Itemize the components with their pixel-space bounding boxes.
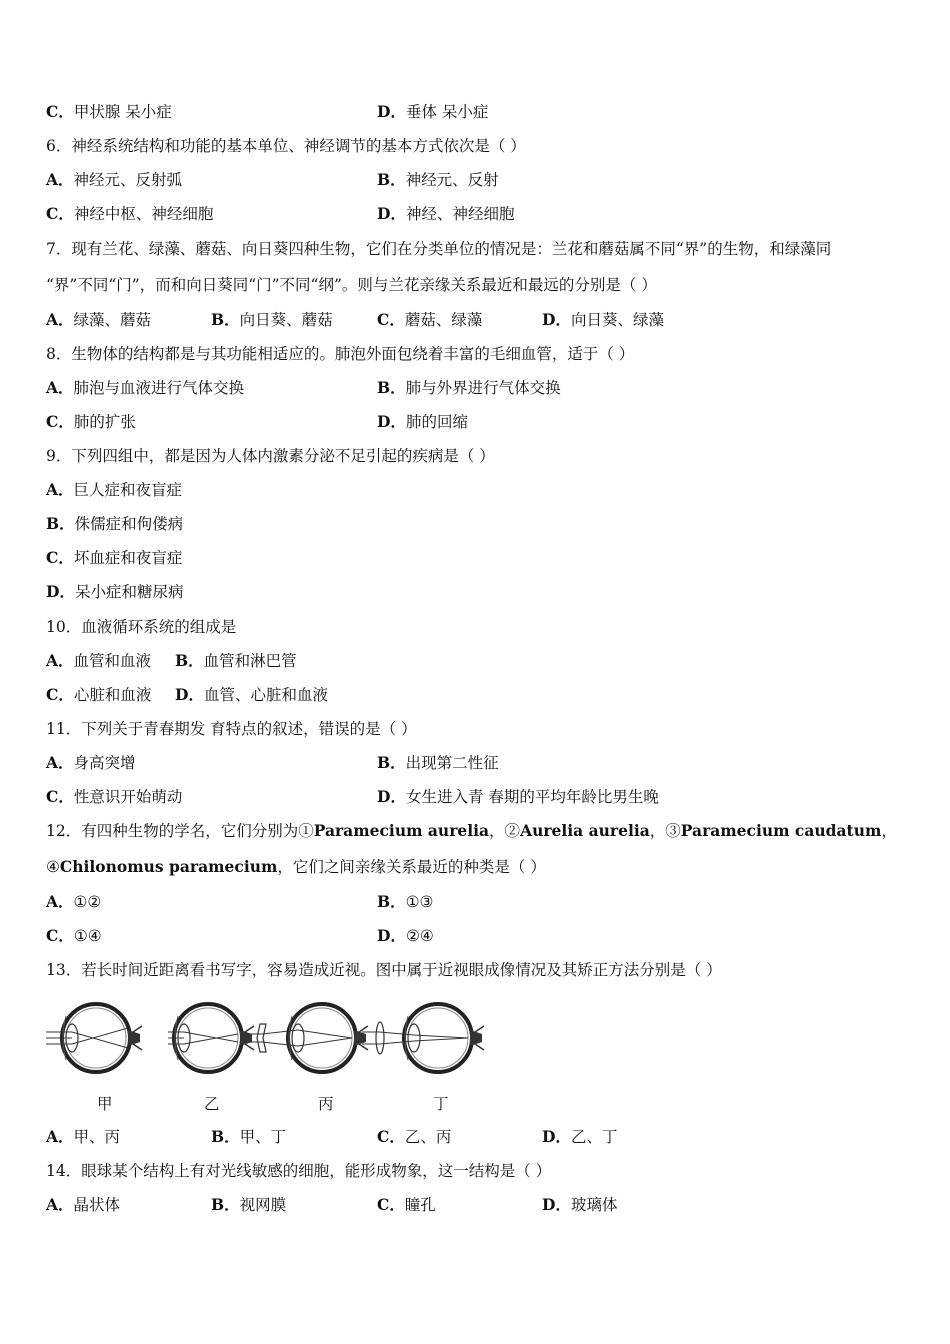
option-label: C． bbox=[46, 685, 74, 704]
option-text: 绿藻、蘑菇 bbox=[73, 311, 152, 329]
q6-option-c[interactable] bbox=[46, 204, 213, 224]
option-label: D． bbox=[542, 310, 571, 329]
option-label: C． bbox=[46, 926, 74, 945]
option-text: ①② bbox=[73, 893, 102, 911]
q6-option-a[interactable] bbox=[46, 170, 182, 190]
q7-option-b[interactable] bbox=[211, 310, 333, 330]
q14-stem: 14．眼球某个结构上有对光线敏感的细胞，能形成物象，这一结构是（ ） bbox=[46, 1162, 552, 1180]
q7-stem-line1: 7．现有兰花、绿藻、蘑菇、向日葵四种生物，它们在分类单位的情况是：兰花和蘑菇属不同“界”的生物，和绿藻同 bbox=[46, 240, 832, 258]
option-text: 神经元、反射 bbox=[405, 171, 499, 189]
q12-option-b[interactable] bbox=[377, 892, 433, 912]
option-text: 视网膜 bbox=[239, 1196, 287, 1214]
q13-option-a[interactable] bbox=[46, 1127, 120, 1147]
q11-option-d[interactable] bbox=[377, 787, 659, 807]
option-text: 乙、丁 bbox=[570, 1128, 618, 1146]
option-text: 血管和血液 bbox=[73, 652, 152, 670]
q5-option-c[interactable] bbox=[46, 102, 172, 122]
q6-option-d[interactable] bbox=[377, 204, 514, 224]
q5-option-d[interactable] bbox=[377, 102, 488, 122]
q10-option-b[interactable] bbox=[175, 651, 297, 671]
option-label: D． bbox=[377, 787, 406, 806]
q9-stem: 9．下列四组中，都是因为人体内激素分泌不足引起的疾病是（ ） bbox=[46, 447, 495, 465]
option-text: ①③ bbox=[405, 893, 434, 911]
eye-diagram-ding bbox=[362, 1004, 484, 1072]
eye-diagram-figure bbox=[46, 998, 496, 1088]
figure-label-ding: 丁 bbox=[433, 1095, 449, 1113]
figure-label-bing: 丙 bbox=[318, 1095, 334, 1113]
option-label: D． bbox=[377, 204, 406, 223]
q14-option-c[interactable] bbox=[377, 1195, 436, 1215]
q9-option-d[interactable] bbox=[46, 582, 183, 602]
q13-option-b[interactable] bbox=[211, 1127, 286, 1147]
separator: ，② bbox=[489, 822, 521, 840]
q11-stem: 11．下列关于青春期发 育特点的叙述，错误的是（ ） bbox=[46, 720, 417, 738]
option-text: 向日葵、绿藻 bbox=[570, 311, 664, 329]
q7-option-a[interactable] bbox=[46, 310, 151, 330]
option-text: 蘑菇、绿藻 bbox=[404, 311, 483, 329]
option-label: A． bbox=[46, 310, 74, 329]
option-label: D． bbox=[377, 412, 406, 431]
option-label: C． bbox=[46, 204, 74, 223]
option-text: 神经中枢、神经细胞 bbox=[73, 205, 214, 223]
q13-stem: 13．若长时间近距离看书写字，容易造成近视。图中属于近视眼成像情况及其矫正方法分别是（ ） bbox=[46, 961, 722, 979]
option-text: 甲状腺 呆小症 bbox=[73, 103, 172, 121]
option-label: A． bbox=[46, 480, 74, 499]
option-text: 肺的扩张 bbox=[73, 413, 136, 431]
q12-stem-line2 bbox=[46, 857, 546, 877]
option-text: ②④ bbox=[405, 927, 434, 945]
q9-option-c[interactable] bbox=[46, 548, 182, 568]
option-text: 身高突增 bbox=[73, 754, 136, 772]
option-text: 心脏和血液 bbox=[73, 686, 152, 704]
option-text: 晶状体 bbox=[73, 1196, 121, 1214]
option-text: 血管和淋巴管 bbox=[203, 652, 297, 670]
q12-stem-text: ，它们之间亲缘关系最近的种类是（ ） bbox=[277, 858, 546, 876]
option-text: 坏血症和夜盲症 bbox=[73, 549, 183, 567]
option-label: C． bbox=[46, 548, 74, 567]
q13-option-c[interactable] bbox=[377, 1127, 451, 1147]
option-label: B． bbox=[377, 170, 406, 189]
option-text: 出现第二性征 bbox=[405, 754, 499, 772]
option-label: B． bbox=[46, 514, 75, 533]
species-name-4: Chilonomus paramecium bbox=[59, 857, 278, 876]
option-label: C． bbox=[377, 1127, 405, 1146]
option-text: 甲、丙 bbox=[73, 1128, 121, 1146]
species-name-2: Aurelia aurelia bbox=[520, 821, 650, 840]
q8-stem: 8．生物体的结构都是与其功能相适应的。肺泡外面包绕着丰富的毛细血管，适于（ ） bbox=[46, 345, 635, 363]
option-text: 神经元、反射弧 bbox=[73, 171, 183, 189]
option-text: 甲、丁 bbox=[239, 1128, 287, 1146]
circled-number: ④ bbox=[46, 858, 60, 876]
eye-diagram-yi bbox=[168, 1004, 254, 1072]
q7-stem-line2: “界”不同“门”，而和向日葵同“门”不同“纲”。则与兰花亲缘关系最近和最远的分别是（ ） bbox=[46, 276, 657, 294]
q6-stem: 6．神经系统结构和功能的基本单位、神经调节的基本方式依次是（ ） bbox=[46, 137, 526, 155]
option-text: 呆小症和糖尿病 bbox=[74, 583, 184, 601]
option-label: D． bbox=[175, 685, 204, 704]
separator: ， bbox=[881, 822, 897, 840]
q12-stem-text: 12．有四种生物的学名，它们分别为① bbox=[46, 822, 314, 840]
q11-option-b[interactable] bbox=[377, 753, 499, 773]
option-label: A． bbox=[46, 378, 74, 397]
q12-option-c[interactable] bbox=[46, 926, 102, 946]
option-label: B． bbox=[377, 378, 406, 397]
option-label: C． bbox=[377, 1195, 405, 1214]
option-label: C． bbox=[46, 787, 74, 806]
option-label: C． bbox=[46, 102, 74, 121]
option-label: A． bbox=[46, 170, 74, 189]
eye-diagram-bing bbox=[244, 1004, 368, 1072]
q11-option-c[interactable] bbox=[46, 787, 182, 807]
option-text: 乙、丙 bbox=[404, 1128, 452, 1146]
q12-option-d[interactable] bbox=[377, 926, 434, 946]
option-label: B． bbox=[211, 1127, 240, 1146]
option-label: C． bbox=[46, 412, 74, 431]
option-text: 侏儒症和佝偻病 bbox=[74, 515, 184, 533]
option-label: B． bbox=[211, 310, 240, 329]
q11-option-a[interactable] bbox=[46, 753, 136, 773]
figure-label-yi: 乙 bbox=[204, 1095, 220, 1113]
option-label: B． bbox=[211, 1195, 240, 1214]
option-label: D． bbox=[46, 582, 75, 601]
option-text: 肺与外界进行气体交换 bbox=[405, 379, 561, 397]
option-label: A． bbox=[46, 892, 74, 911]
separator: ，③ bbox=[649, 822, 681, 840]
q14-option-d[interactable] bbox=[542, 1195, 617, 1215]
q10-option-c[interactable] bbox=[46, 685, 151, 705]
option-label: B． bbox=[377, 753, 406, 772]
option-text: 肺泡与血液进行气体交换 bbox=[73, 379, 245, 397]
option-label: B． bbox=[377, 892, 406, 911]
option-text: 性意识开始萌动 bbox=[73, 788, 183, 806]
q14-option-a[interactable] bbox=[46, 1195, 120, 1215]
q9-option-a[interactable] bbox=[46, 480, 182, 500]
q8-option-b[interactable] bbox=[377, 378, 561, 398]
q12-stem-line1 bbox=[46, 821, 897, 841]
q10-stem: 10．血液循环系统的组成是 bbox=[46, 618, 237, 636]
option-text: 血管、心脏和血液 bbox=[203, 686, 328, 704]
option-label: A． bbox=[46, 1195, 74, 1214]
option-text: 瞳孔 bbox=[404, 1196, 436, 1214]
q8-option-a[interactable] bbox=[46, 378, 244, 398]
q12-option-a[interactable] bbox=[46, 892, 101, 912]
species-name-1: Paramecium aurelia bbox=[313, 821, 490, 840]
q13-option-d[interactable] bbox=[542, 1127, 617, 1147]
option-text: 玻璃体 bbox=[570, 1196, 618, 1214]
option-label: A． bbox=[46, 651, 74, 670]
q10-option-d[interactable] bbox=[175, 685, 328, 705]
option-text: 向日葵、蘑菇 bbox=[239, 311, 333, 329]
option-text: 肺的回缩 bbox=[405, 413, 468, 431]
option-label: D． bbox=[542, 1127, 571, 1146]
option-label: A． bbox=[46, 1127, 74, 1146]
option-label: D． bbox=[542, 1195, 571, 1214]
q8-option-c[interactable] bbox=[46, 412, 136, 432]
figure-label-jia: 甲 bbox=[97, 1095, 113, 1113]
option-text: ①④ bbox=[73, 927, 102, 945]
option-label: B． bbox=[175, 651, 204, 670]
option-label: C． bbox=[377, 310, 405, 329]
option-text: 垂体 呆小症 bbox=[405, 103, 489, 121]
eye-diagram-jia bbox=[46, 1004, 142, 1072]
option-label: D． bbox=[377, 102, 406, 121]
option-text: 巨人症和夜盲症 bbox=[73, 481, 183, 499]
option-label: D． bbox=[377, 926, 406, 945]
option-text: 女生进入青 春期的平均年龄比男生晚 bbox=[405, 788, 659, 806]
q9-option-b[interactable] bbox=[46, 514, 183, 534]
q7-option-d[interactable] bbox=[542, 310, 664, 330]
option-label: A． bbox=[46, 753, 74, 772]
q8-option-d[interactable] bbox=[377, 412, 468, 432]
q10-option-a[interactable] bbox=[46, 651, 151, 671]
q6-option-b[interactable] bbox=[377, 170, 499, 190]
species-name-3: Paramecium caudatum bbox=[680, 821, 882, 840]
q14-option-b[interactable] bbox=[211, 1195, 286, 1215]
q7-option-c[interactable] bbox=[377, 310, 482, 330]
option-text: 神经、神经细胞 bbox=[405, 205, 515, 223]
